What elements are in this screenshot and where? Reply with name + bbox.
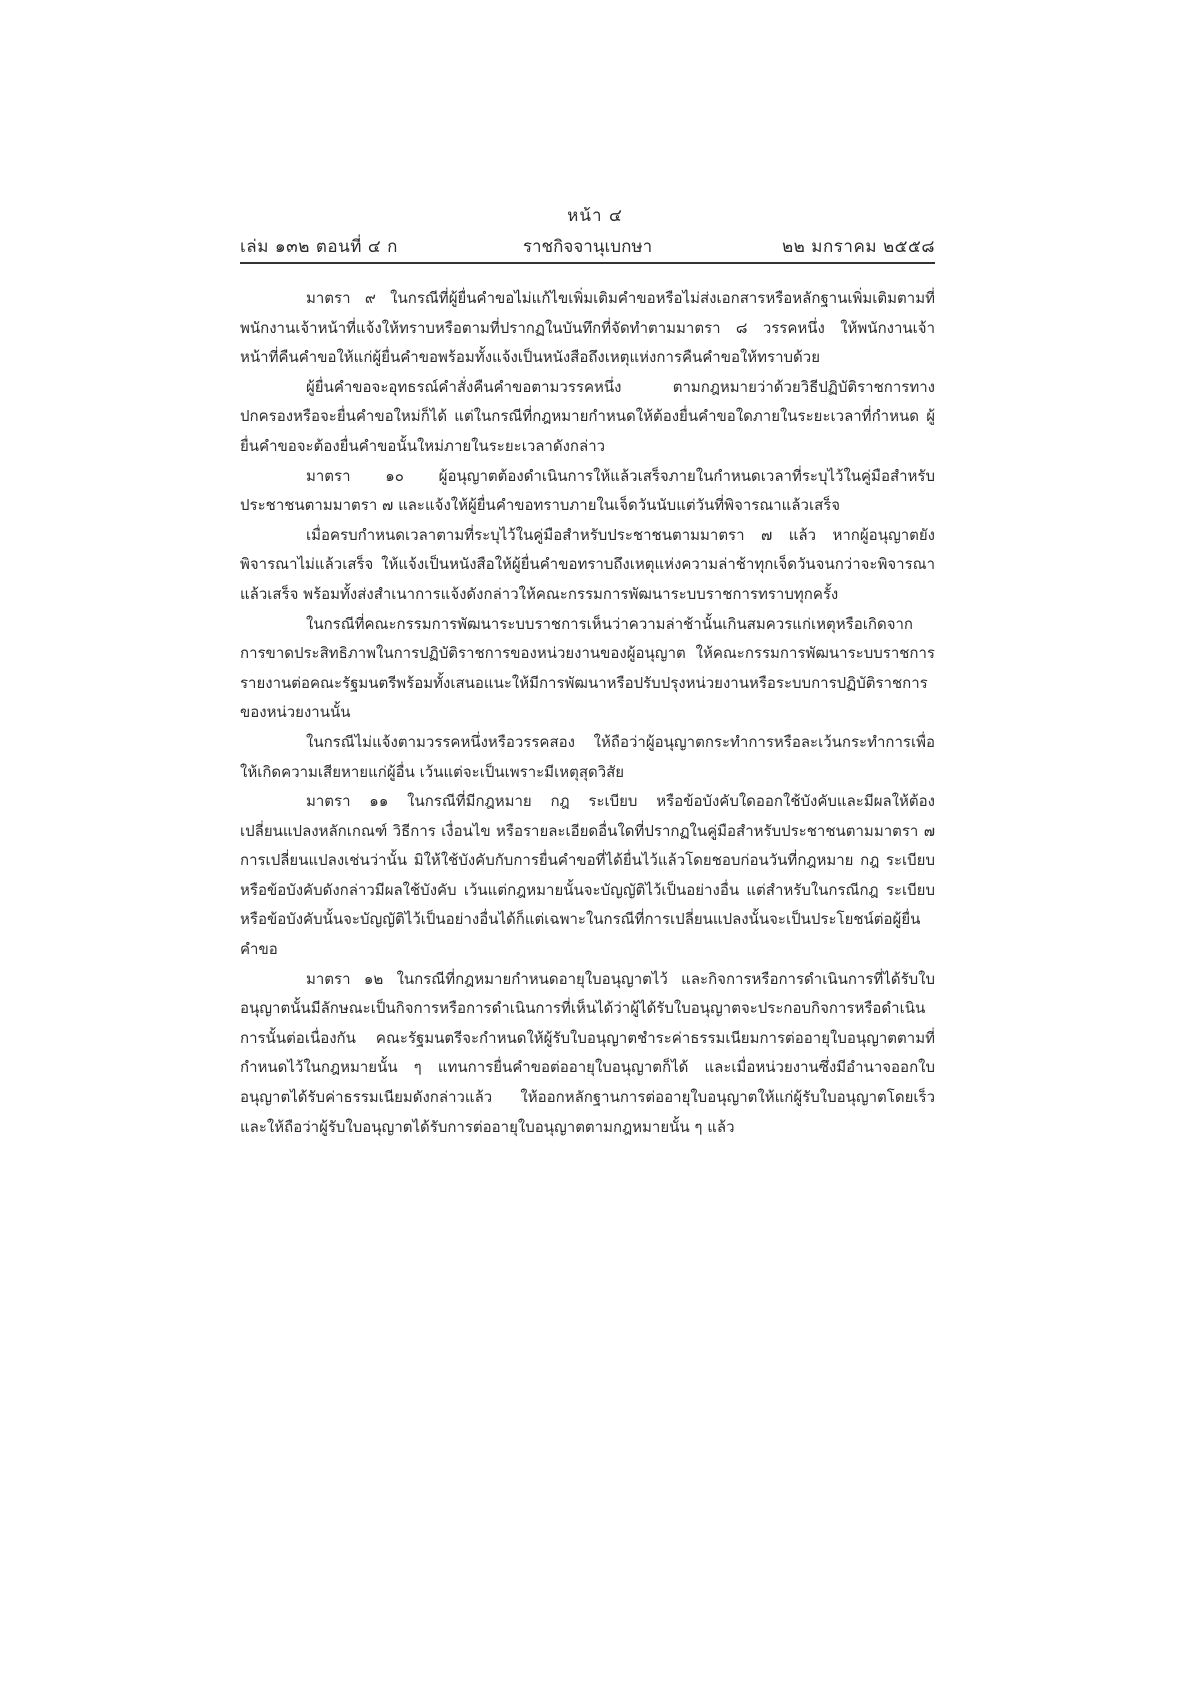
page-number: หน้า ๔: [567, 206, 623, 226]
paragraph-section-12: มาตรา ๑๒ ในกรณีที่กฎหมายกำหนดอายุใบอนุญาตไว้ และกิจการหรือการดำเนินการที่ได้รับใบอนุญาตนั้นมีลักษณะเป็นกิจการหรือการดำเนินการที่เห็นได้ว่าผู้ได้รับใบอนุญาตจะประกอบกิจการหรือดำเนินการนั้นต่อเนื่องกัน คณะรัฐมนตรีจะกำหนดให้ผู้รับใบอนุญาตชำระค่าธรรมเนียมการต่ออายุใบอนุญาตตามที่กำหนดไว้ในกฎหมายนั้น ๆ แทนการยื่นคำขอต่ออายุใบอนุญาตก็ได้ และเมื่อหน่วยงานซึ่งมีอำนาจออกใบอนุญาตได้รับค่าธรรมเนียมดังกล่าวแล้ว ให้ออกหลักฐานการต่ออายุใบอนุญาตให้แก่ผู้รับใบอนุญาตโดยเร็ว และให้ถือว่าผู้รับใบอนุญาตได้รับการต่ออายุใบอนุญาตตามกฎหมายนั้น ๆ แล้ว: [240, 969, 935, 1136]
paragraph-section-10: มาตรา ๑๐ ผู้อนุญาตต้องดำเนินการให้แล้วเสร็จภายในกำหนดเวลาที่ระบุไว้ในคู่มือสำหรับประชาชนตามมาตรา ๗ และแจ้งให้ผู้ยื่นคำขอทราบภายในเจ็ดวันนับแต่วันที่พิจารณาแล้วเสร็จ: [240, 466, 935, 515]
running-header: [240, 236, 935, 258]
publication-title: ราชกิจจานุเบกษา: [522, 237, 653, 257]
paragraph-section-9-appeal: ผู้ยื่นคำขอจะอุทธรณ์คำสั่งคืนคำขอตามวรรคหนึ่ง ตามกฎหมายว่าด้วยวิธีปฏิบัติราชการทางปกครองหรือจะยื่นคำขอใหม่ก็ได้ แต่ในกรณีที่กฎหมายกำหนดให้ต้องยื่นคำขอใดภายในระยะเวลาที่กำหนด ผู้ยื่นคำขอจะต้องยื่นคำขอนั้นใหม่ภายในระยะเวลาดังกล่าว: [240, 377, 935, 455]
volume-issue: เล่ม ๑๓๒ ตอนที่ ๔ ก: [240, 237, 398, 257]
header-divider: [240, 262, 935, 264]
paragraph-section-9: มาตรา ๙ ในกรณีที่ผู้ยื่นคำขอไม่แก้ไขเพิ่มเติมคำขอหรือไม่ส่งเอกสารหรือหลักฐานเพิ่มเติมตามที่พนักงานเจ้าหน้าที่แจ้งให้ทราบหรือตามที่ปรากฏในบันทึกที่จัดทำตามมาตรา ๘ วรรคหนึ่ง ให้พนักงานเจ้าหน้าที่คืนคำขอให้แก่ผู้ยื่นคำขอพร้อมทั้งแจ้งเป็นหนังสือถึงเหตุแห่งการคืนคำขอให้ทราบด้วย: [240, 289, 935, 367]
paragraph-section-11: มาตรา ๑๑ ในกรณีที่มีกฎหมาย กฎ ระเบียบ หรือข้อบังคับใดออกใช้บังคับและมีผลให้ต้องเปลี่ยนแปลงหลักเกณฑ์ วิธีการ เงื่อนไข หรือรายละเอียดอื่นใดที่ปรากฏในคู่มือสำหรับประชาชนตามมาตรา ๗ การเปลี่ยนแปลงเช่นว่านั้น มิให้ใช้บังคับกับการยื่นคำขอที่ได้ยื่นไว้แล้วโดยชอบก่อนวันที่กฎหมาย กฎ ระเบียบ หรือข้อบังคับดังกล่าวมีผลใช้บังคับ เว้นแต่กฎหมายนั้นจะบัญญัติไว้เป็นอย่างอื่น แต่สำหรับในกรณีกฎ ระเบียบ หรือข้อบังคับนั้นจะบัญญัติไว้เป็นอย่างอื่นได้ก็แต่เฉพาะในกรณีที่การเปลี่ยนแปลงนั้นจะเป็นประโยชน์ต่อผู้ยื่นคำขอ: [240, 792, 935, 959]
paragraph-section-10-report: ในกรณีที่คณะกรรมการพัฒนาระบบราชการเห็นว่าความล่าช้านั้นเกินสมควรแก่เหตุหรือเกิดจากการขาดประสิทธิภาพในการปฏิบัติราชการของหน่วยงานของผู้อนุญาต ให้คณะกรรมการพัฒนาระบบราชการรายงานต่อคณะรัฐมนตรีพร้อมทั้งเสนอแนะให้มีการพัฒนาหรือปรับปรุงหน่วยงานหรือระบบการปฏิบัติราชการของหน่วยงานนั้น: [240, 614, 935, 722]
paragraph-section-10-delay-notice: เมื่อครบกำหนดเวลาตามที่ระบุไว้ในคู่มือสำหรับประชาชนตามมาตรา ๗ แล้ว หากผู้อนุญาตยังพิจารณาไม่แล้วเสร็จ ให้แจ้งเป็นหนังสือให้ผู้ยื่นคำขอทราบถึงเหตุแห่งความล่าช้าทุกเจ็ดวันจนกว่าจะพิจารณาแล้วเสร็จ พร้อมทั้งส่งสำเนาการแจ้งดังกล่าวให้คณะกรรมการพัฒนาระบบราชการทราบทุกครั้ง: [240, 525, 935, 603]
paragraph-section-10-failure: ในกรณีไม่แจ้งตามวรรคหนึ่งหรือวรรคสอง ให้ถือว่าผู้อนุญาตกระทำการหรือละเว้นกระทำการเพื่อให้เกิดความเสียหายแก่ผู้อื่น เว้นแต่จะเป็นเพราะมีเหตุสุดวิสัย: [240, 732, 935, 781]
publication-date: ๒๒ มกราคม ๒๕๕๘: [781, 237, 935, 257]
document-body: [240, 284, 935, 1142]
